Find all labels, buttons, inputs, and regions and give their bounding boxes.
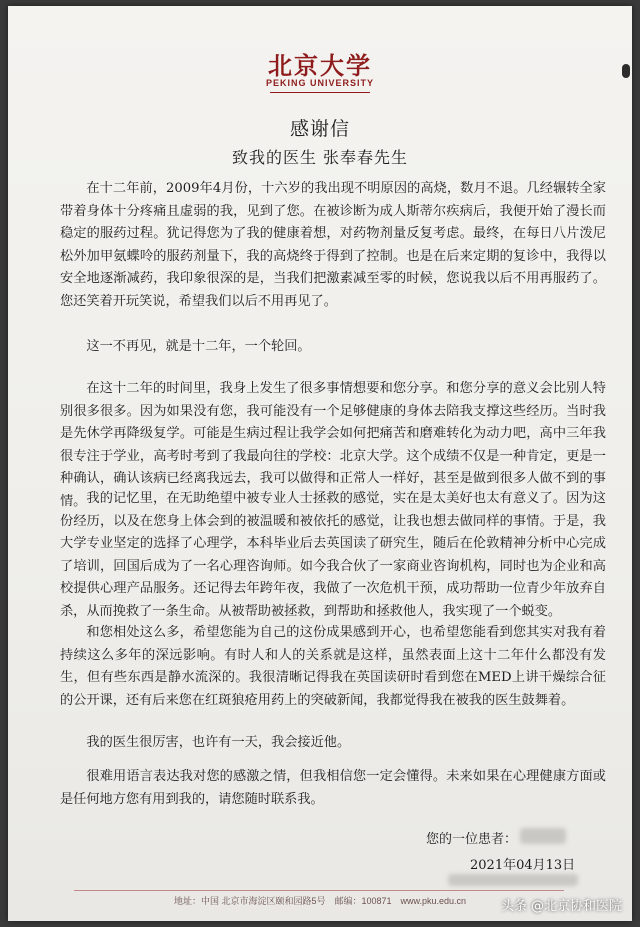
letter-title: 感谢信 [289, 118, 350, 140]
paragraph-3: 在这十二年的时间里，我身上发生了很多事情想要和您分享。和您分享的意义会比别人特别很多很多。因为如果没有您，我可能没有一个足够健康的身体去陪我支撑这些经历。当时我是先休学再降级复学。可能是生病过程让我学会如何把痛苦和磨难转化为动力吧，高中三年我很专注于学业，高考时考到了我最向往的学校：北京大学。这个成绩不仅是一种肯定，更是一种确认，确认该病已经离我远去，我可以做得和正常人一样好，甚至是做到很多人做不到的事情。 [60, 381, 606, 509]
redacted-contact [448, 874, 578, 886]
footer-divider [74, 890, 564, 891]
university-logo-chinese: 北京大学 [268, 51, 372, 80]
letter-salutation: 致我的医生 张奉春先生 [231, 148, 409, 167]
letter-date: 2021年04月13日 [470, 858, 576, 873]
paragraph-1: 在十二年前，2009年4月份，十六岁的我出现不明原因的高烧，数月不退。几经辗转全家带着身体十分疼痛且虚弱的我，见到了您。在被诊断为成人斯蒂尔疾病后，我便开始了漫长而稳定的服药过程。犹记得您为了我的健康着想，对药物剂量反复考虑。最终，在每日八片泼尼松外加甲氨蝶呤的服药剂量下，我的高烧终于得到了控制。也是在后来定期的复诊中，我得以安全地逐渐减药，我印象很深的是，当我们把激素减至零的时候，您说我以后不用再服药了。您还笑着开玩笑说，希望我们以后不用再见了。 [60, 181, 606, 309]
paragraph-5: 和您相处这么多，希望您能为自己的这份成果感到开心，也希望您能看到您其实对我有着持续这么多年的深远影响。有时人和人的关系就是这样，虽然表面上这十二年什么都没有发生，但有些东西是静水流深的。我很清晰记得我在英国读研时看到您在MED上讲干燥综合征的公开课，还有后来您在红斑狼疮用药上的突破新闻，我都觉得我在被我的医生鼓舞着。 [60, 625, 606, 708]
paragraph-7: 很难用语言表达我对您的感激之情，但我相信您一定会懂得。未来如果在心理健康方面或是任何地方您有用到我的，请您随时联系我。 [60, 769, 606, 807]
signature: 您的一位患者： [426, 832, 518, 847]
paragraph-4: 我的记忆里，在无助绝望中被专业人士拯救的感觉，实在是太美好也太有意义了。因为这份经历，以及在您身上体会到的被温暖和被依托的感觉，让我也想去做同样的事情。于是，我大学专业坚定的选择了心理学，本科毕业后去英国读了研究生，随后在伦敦精神分析中心完成了培训，回国后成为了一名心理咨询师。如今我合伙了一家商业咨询机构，同时也为企业和高校提供心理产品服务。还记得去年跨年夜，我做了一次危机干预，成功帮助一位青少年放弃自杀，从而挽救了一条生命。从被帮助被拯救，到帮助和拯救他人，我实现了一个蜕变。 [60, 491, 606, 619]
logo-divider [270, 92, 370, 93]
footer-address: 地址：中国 北京市海淀区颐和园路5号 邮编：100871 www.pku.edu.cn [173, 896, 467, 906]
paragraph-6: 我的医生很厉害，也许有一天，我会接近他。 [86, 735, 351, 750]
letter-paper [8, 6, 632, 921]
redacted-name [520, 828, 566, 844]
source-watermark: 头条 @北京协和医院 [500, 899, 622, 914]
university-logo-english: PEKING UNIVERSITY [265, 78, 374, 88]
paragraph-2: 这一不再见，就是十二年，一个轮回。 [86, 339, 311, 354]
